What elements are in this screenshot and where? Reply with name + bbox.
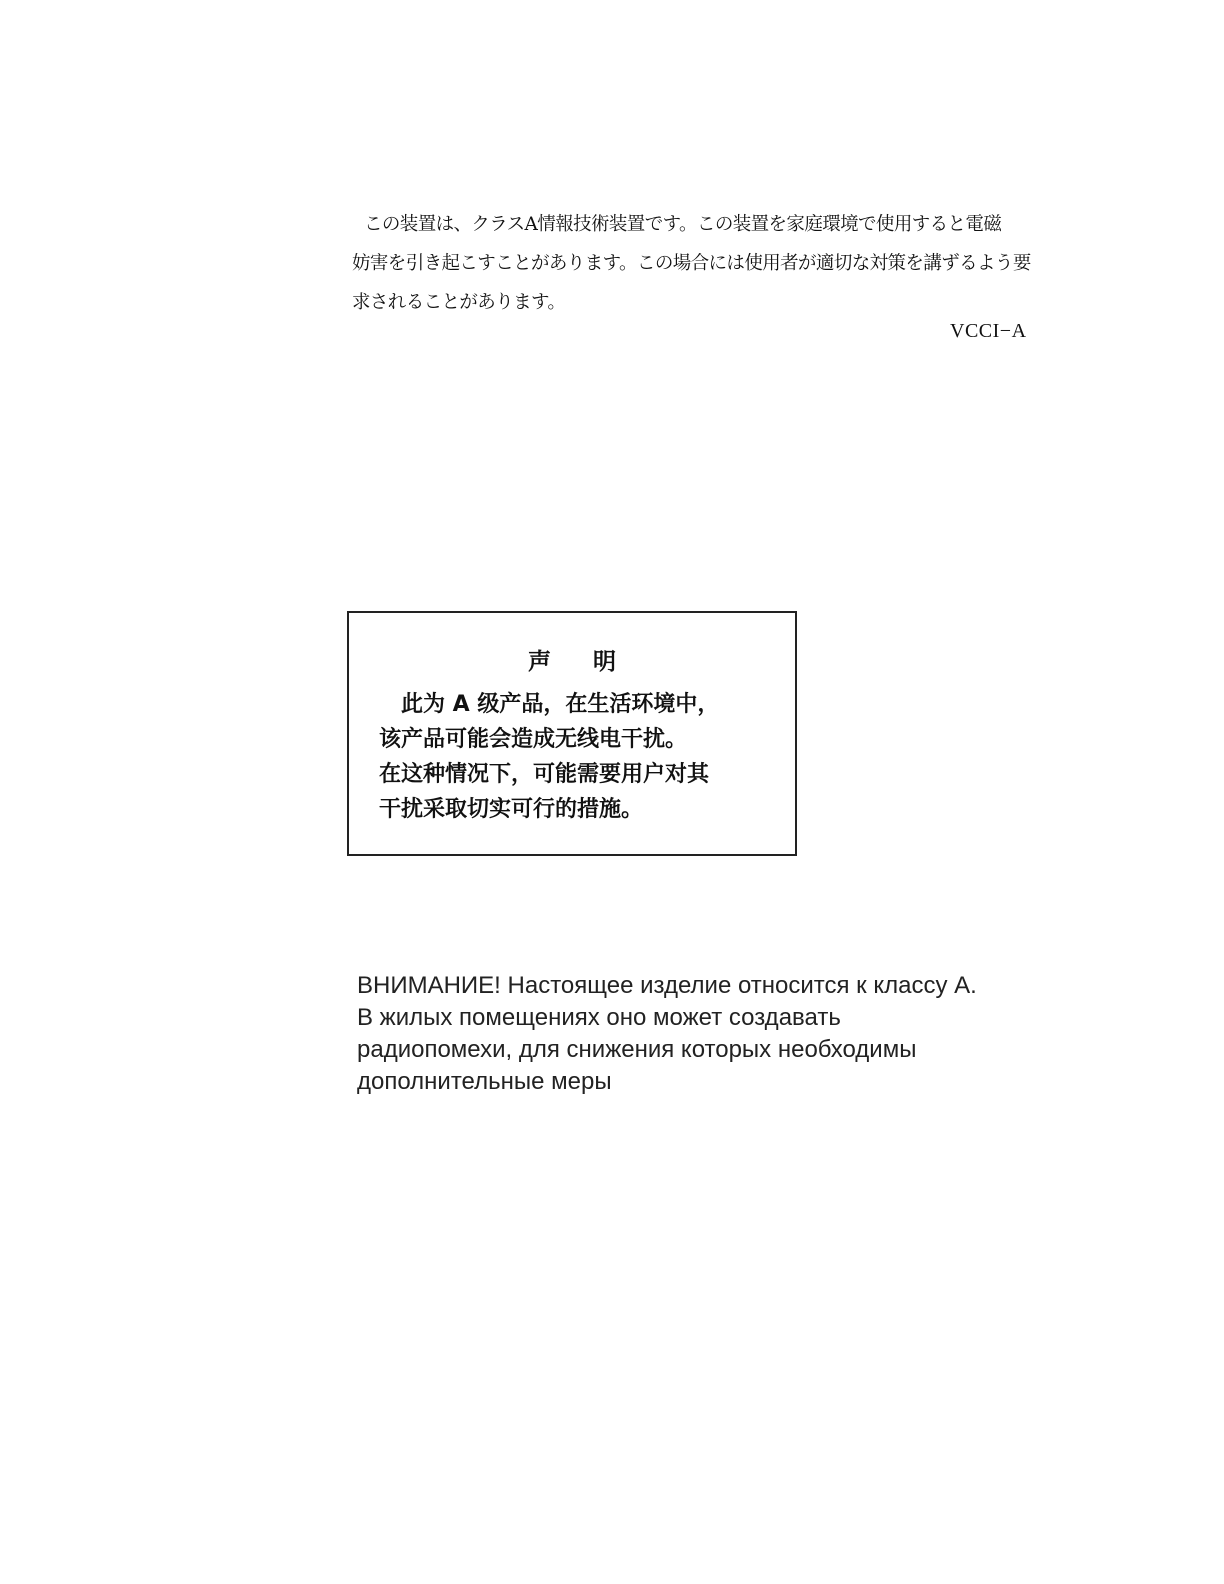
japanese-vcci-notice bbox=[352, 205, 1072, 322]
russian-notice-line-4: дополнительные меры bbox=[357, 1068, 612, 1095]
vcci-class-mark: VCCI−A bbox=[950, 320, 1027, 342]
japanese-notice-line-1: この装置は、クラスA情報技術装置です。この装置を家庭環境で使用すると電磁 bbox=[364, 214, 1002, 235]
russian-notice-line-2: В жилых помещениях оно может создавать bbox=[357, 1004, 841, 1031]
japanese-notice-line-2: 妨害を引き起こすことがあります。この場合には使用者が適切な対策を講ずるよう要 bbox=[352, 253, 1031, 274]
chinese-statement-body bbox=[379, 687, 789, 827]
chinese-statement-line-1: 此为 A 级产品，在生活环境中， bbox=[401, 692, 720, 717]
russian-warning-notice bbox=[357, 970, 1097, 1098]
chinese-statement-line-4: 干扰采取切实可行的措施。 bbox=[379, 797, 644, 822]
japanese-notice-line-3: 求されることがあります。 bbox=[352, 292, 566, 313]
chinese-statement-line-2: 该产品可能会造成无线电干扰。 bbox=[379, 727, 688, 752]
russian-notice-line-3: радиопомехи, для снижения которых необходимы bbox=[357, 1036, 917, 1063]
chinese-statement-title: 声明 bbox=[528, 649, 658, 675]
russian-notice-line-1: ВНИМАНИЕ! Настоящее изделие относится к классу А. bbox=[357, 972, 977, 999]
chinese-statement-line-3: 在这种情况下，可能需要用户对其 bbox=[379, 762, 710, 787]
chinese-statement-box bbox=[347, 611, 797, 856]
